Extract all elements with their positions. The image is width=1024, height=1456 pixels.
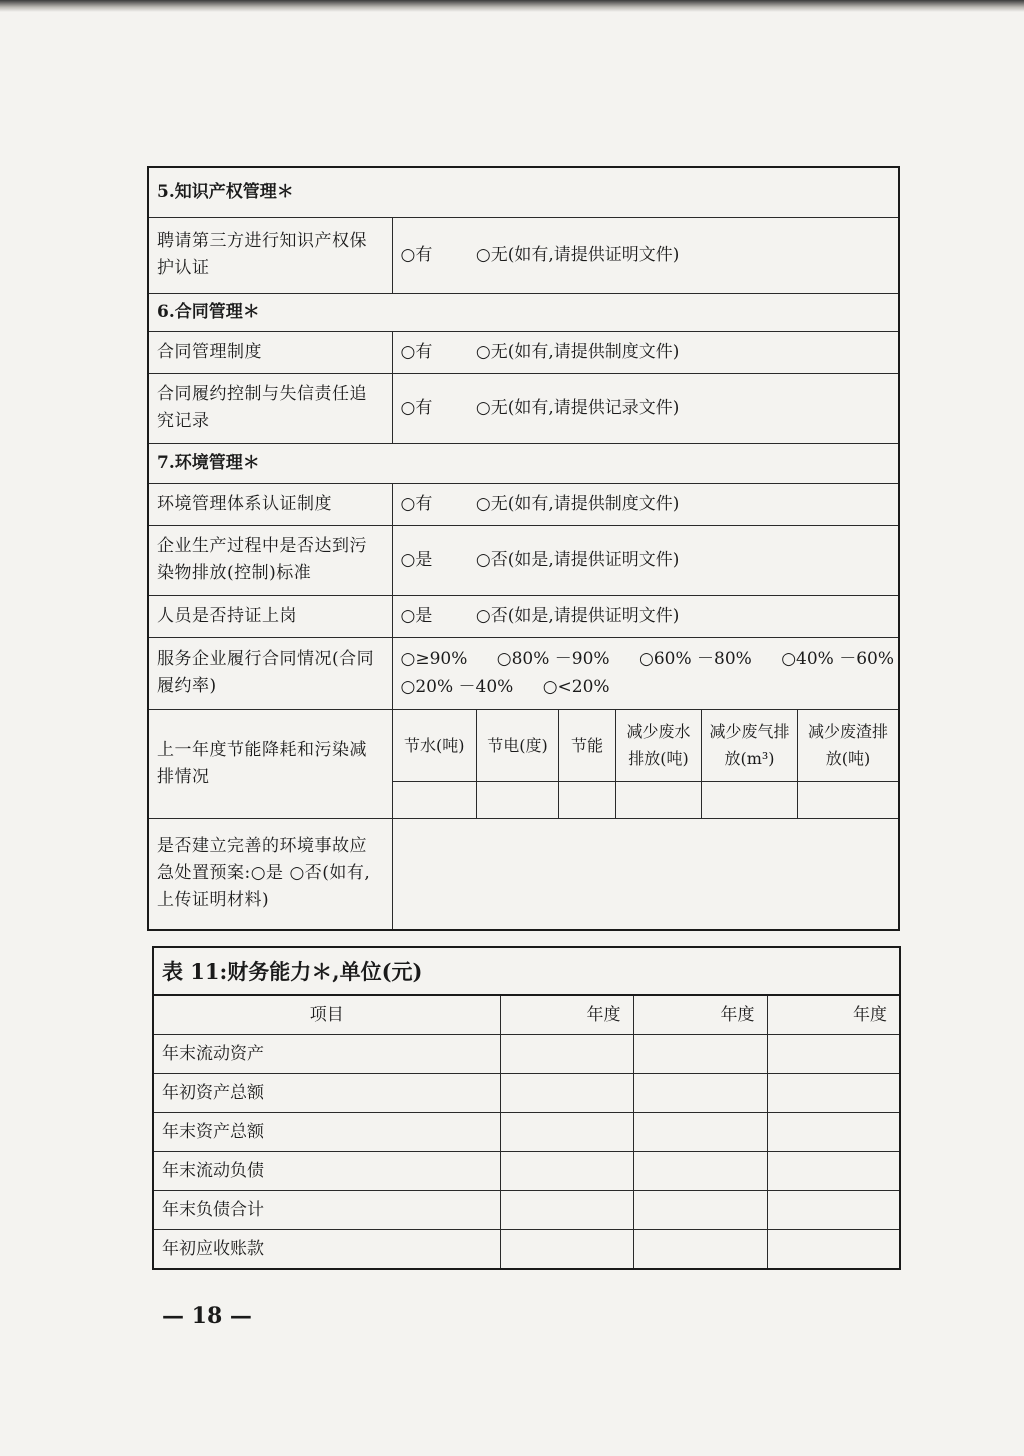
energy-value-cell[interactable] xyxy=(702,782,798,818)
page-number: — 18 — xyxy=(162,1303,252,1329)
finance-value-cell[interactable] xyxy=(500,1191,633,1230)
energy-header-wasteresidue: 减少废渣排放(吨) xyxy=(798,710,899,782)
radio-yes[interactable]: ○有 xyxy=(400,493,433,514)
finance-row-label: 年末资产总额 xyxy=(153,1113,500,1152)
management-form-table xyxy=(147,166,900,931)
energy-value-cell[interactable] xyxy=(616,782,702,818)
energy-value-cell[interactable] xyxy=(477,782,559,818)
energy-header-power: 节电(度) xyxy=(477,710,559,782)
pollution-standard-options xyxy=(392,525,899,595)
finance-value-cell[interactable] xyxy=(633,1152,767,1191)
energy-value-cell[interactable] xyxy=(798,782,899,818)
rate-option-3[interactable]: ○60% －80% xyxy=(639,649,752,669)
emergency-plan-value[interactable] xyxy=(392,818,899,930)
emergency-plan-label: 是否建立完善的环境事故应急处置预案:○是 ○否(如有,上传证明材料) xyxy=(148,818,392,930)
finance-value-cell[interactable] xyxy=(500,1152,633,1191)
rate-option-6[interactable]: ○<20% xyxy=(542,677,610,697)
finance-value-cell[interactable] xyxy=(767,1191,900,1230)
energy-saving-grid xyxy=(393,710,899,818)
finance-row-label: 年末流动资产 xyxy=(153,1035,500,1074)
finance-value-cell[interactable] xyxy=(633,1230,767,1270)
finance-row-label: 年末流动负债 xyxy=(153,1152,500,1191)
energy-header-energy: 节能 xyxy=(559,710,616,782)
finance-col-year-1: 年度 xyxy=(500,995,633,1035)
finance-value-cell[interactable] xyxy=(500,1074,633,1113)
energy-header-wastewater: 减少废水排放(吨) xyxy=(616,710,702,782)
finance-value-cell[interactable] xyxy=(500,1035,633,1074)
env-cert-label: 环境管理体系认证制度 xyxy=(148,483,392,525)
ip-certification-options xyxy=(392,217,899,293)
rate-option-1[interactable]: ○≥90% xyxy=(400,649,468,669)
contract-rate-options xyxy=(392,637,899,709)
contract-system-label: 合同管理制度 xyxy=(148,331,392,373)
finance-col-item: 项目 xyxy=(153,995,500,1035)
certified-staff-options xyxy=(392,595,899,637)
radio-yes[interactable]: ○是 xyxy=(400,605,433,626)
scan-shadow xyxy=(0,0,1024,12)
finance-value-cell[interactable] xyxy=(633,1035,767,1074)
finance-value-cell[interactable] xyxy=(767,1074,900,1113)
radio-no[interactable]: ○否(如是,请提供证明文件) xyxy=(475,605,680,626)
contract-rate-label: 服务企业履行合同情况(合同履约率) xyxy=(148,637,392,709)
radio-yes[interactable]: ○是 xyxy=(400,549,433,570)
finance-table-title: 表 11:财务能力＊,单位(元) xyxy=(153,947,900,995)
contract-system-options xyxy=(392,331,899,373)
energy-value-cell[interactable] xyxy=(393,782,477,818)
rate-option-5[interactable]: ○20% －40% xyxy=(400,677,514,697)
radio-no[interactable]: ○无(如有,请提供记录文件) xyxy=(475,397,680,418)
finance-value-cell[interactable] xyxy=(500,1230,633,1270)
energy-value-cell[interactable] xyxy=(559,782,616,818)
finance-row-label: 年初资产总额 xyxy=(153,1074,500,1113)
finance-row-label: 年末负债合计 xyxy=(153,1191,500,1230)
section-7-title: 7.环境管理＊ xyxy=(148,443,899,483)
finance-value-cell[interactable] xyxy=(767,1230,900,1270)
energy-header-water: 节水(吨) xyxy=(393,710,477,782)
finance-row-label: 年初应收账款 xyxy=(153,1230,500,1270)
finance-value-cell[interactable] xyxy=(633,1191,767,1230)
env-cert-options xyxy=(392,483,899,525)
radio-no[interactable]: ○无(如有,请提供制度文件) xyxy=(475,493,680,514)
rate-option-4[interactable]: ○40% －60% xyxy=(781,649,895,669)
certified-staff-label: 人员是否持证上岗 xyxy=(148,595,392,637)
finance-value-cell[interactable] xyxy=(633,1113,767,1152)
pollution-standard-label: 企业生产过程中是否达到污染物排放(控制)标准 xyxy=(148,525,392,595)
rate-option-2[interactable]: ○80% －90% xyxy=(496,649,610,669)
section-6-title: 6.合同管理＊ xyxy=(148,293,899,331)
finance-value-cell[interactable] xyxy=(767,1152,900,1191)
energy-header-wastegas: 减少废气排放(m³) xyxy=(702,710,798,782)
contract-record-options xyxy=(392,373,899,443)
finance-value-cell[interactable] xyxy=(767,1113,900,1152)
finance-table xyxy=(152,946,901,1270)
radio-yes[interactable]: ○有 xyxy=(400,244,433,265)
finance-value-cell[interactable] xyxy=(500,1113,633,1152)
finance-col-year-2: 年度 xyxy=(633,995,767,1035)
finance-col-year-3: 年度 xyxy=(767,995,900,1035)
finance-value-cell[interactable] xyxy=(633,1074,767,1113)
energy-saving-grid-cell xyxy=(392,709,899,818)
radio-yes[interactable]: ○有 xyxy=(400,397,433,418)
radio-no[interactable]: ○否(如是,请提供证明文件) xyxy=(475,549,680,570)
radio-no[interactable]: ○无(如有,请提供证明文件) xyxy=(475,244,680,265)
energy-saving-label: 上一年度节能降耗和污染减排情况 xyxy=(148,709,392,818)
radio-no[interactable]: ○无(如有,请提供制度文件) xyxy=(475,341,680,362)
contract-record-label: 合同履约控制与失信责任追究记录 xyxy=(148,373,392,443)
ip-certification-label: 聘请第三方进行知识产权保护认证 xyxy=(148,217,392,293)
finance-value-cell[interactable] xyxy=(767,1035,900,1074)
section-5-title: 5.知识产权管理＊ xyxy=(148,167,899,217)
radio-yes[interactable]: ○有 xyxy=(400,341,433,362)
